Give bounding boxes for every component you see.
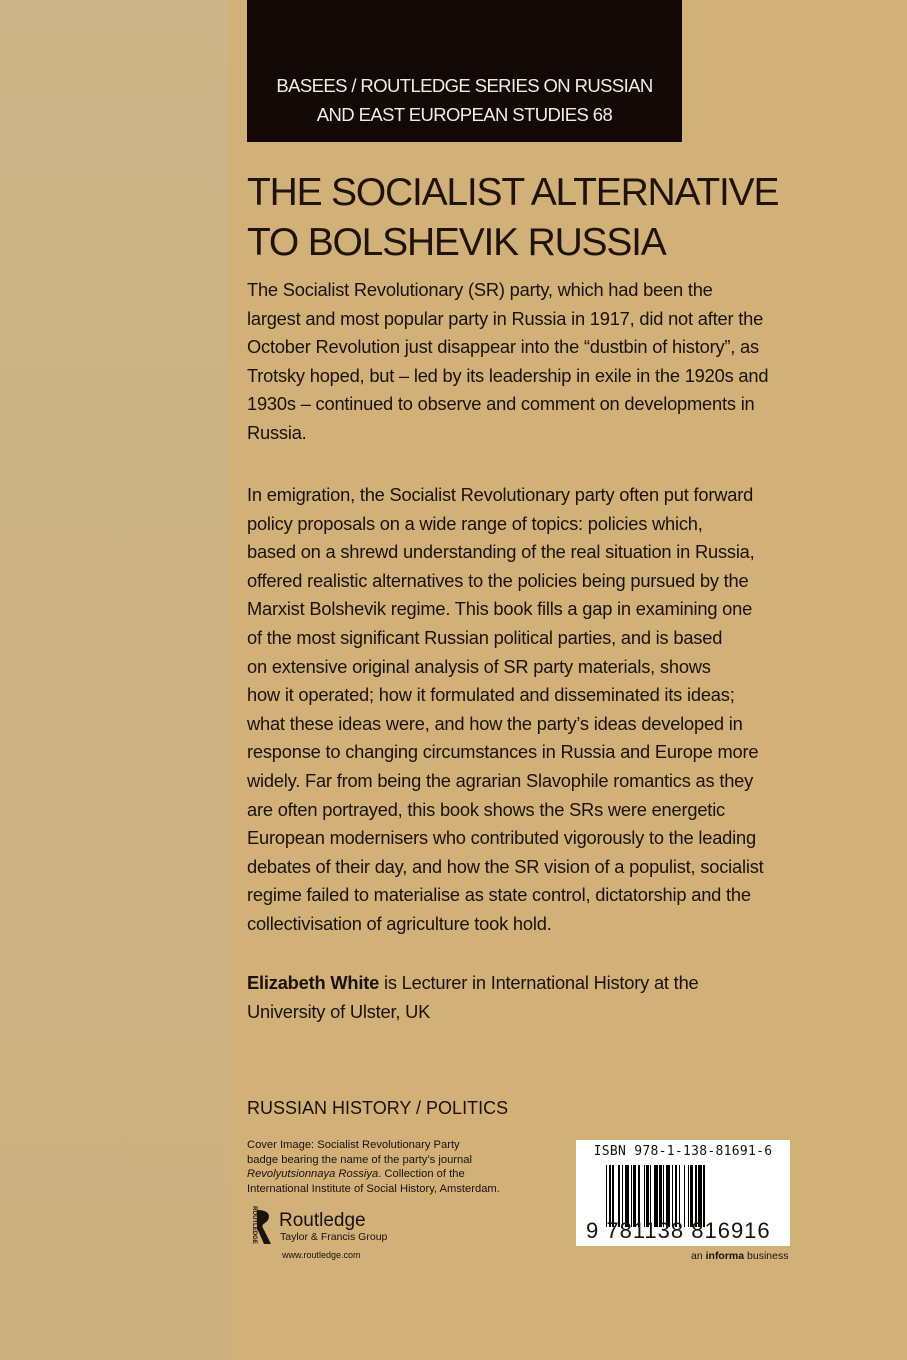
author-bio-text: is Lecturer in International History at the bbox=[379, 972, 699, 993]
blurb-line: Trotsky hoped, but – led by its leadership in exile in the 1920s and bbox=[247, 364, 769, 386]
publisher-url: www.routledge.com bbox=[282, 1250, 361, 1260]
routledge-logo bbox=[247, 1208, 387, 1246]
blurb-line: of the most significant Russian political parties, and is based bbox=[247, 626, 723, 648]
author-name: Elizabeth White bbox=[247, 972, 380, 993]
informa-tagline: an informa business bbox=[691, 1250, 789, 1262]
blurb-line: Russia. bbox=[247, 421, 307, 443]
publisher-name: Routledge bbox=[279, 1210, 366, 1231]
blurb-line: debates of their day, and how the SR vision of a populist, socialist bbox=[247, 855, 764, 877]
journal-name: Revolyutsionnaya Rossiya bbox=[247, 1168, 379, 1180]
series-line: AND EAST EUROPEAN STUDIES 68 bbox=[316, 104, 613, 125]
logo-vertical-text: ROUTLEDGE bbox=[250, 1206, 257, 1244]
book-title bbox=[247, 168, 778, 268]
isbn-text: ISBN 978-1-138-81691-6 bbox=[593, 1144, 773, 1159]
blurb-line: regime failed to materialise as state control, dictatorship and the bbox=[247, 884, 751, 906]
isbn-barcode bbox=[576, 1140, 790, 1246]
cover-credit bbox=[247, 1138, 500, 1196]
series-banner bbox=[247, 0, 682, 142]
blurb-line: policy proposals on a wide range of topics: policies which, bbox=[247, 512, 703, 534]
title-line: TO BOLSHEVIK RUSSIA bbox=[247, 221, 666, 264]
title-line: THE SOCIALIST ALTERNATIVE bbox=[247, 171, 779, 214]
series-line: BASEES / ROUTLEDGE SERIES ON RUSSIAN bbox=[276, 75, 653, 96]
credit-line: badge bearing the name of the party’s journal bbox=[247, 1153, 472, 1166]
credit-line: . Collection of the bbox=[378, 1168, 465, 1180]
credit-line: International Institute of Social History, Amsterdam. bbox=[247, 1182, 500, 1195]
subject-category: RUSSIAN HISTORY / POLITICS bbox=[247, 1098, 509, 1118]
blurb-line: European modernisers who contributed vigorously to the leading bbox=[247, 827, 756, 849]
blurb-line: are often portrayed, this book shows the SRs were energetic bbox=[247, 798, 725, 820]
blurb-line: how it operated; how it formulated and disseminated its ideas; bbox=[247, 684, 735, 706]
blurb-paragraph-2 bbox=[247, 481, 764, 939]
publisher-group: Taylor & Francis Group bbox=[280, 1231, 388, 1243]
blurb-line: 1930s – continued to observe and comment on developments in bbox=[247, 393, 755, 415]
blurb-line: based on a shrewd understanding of the real situation in Russia, bbox=[247, 541, 755, 563]
blurb-line: October Revolution just disappear into the “dustbin of history”, as bbox=[247, 336, 759, 358]
blurb-paragraph-1 bbox=[247, 276, 768, 448]
ean-digits: 9 781138 816916 bbox=[586, 1218, 771, 1243]
blurb-line: response to changing circumstances in Russia and Europe more bbox=[247, 741, 759, 763]
blurb-line: on extensive original analysis of SR party materials, shows bbox=[247, 655, 711, 677]
blurb-line: The Socialist Revolutionary (SR) party, which had been the bbox=[247, 279, 713, 300]
routledge-r-icon bbox=[247, 1208, 275, 1246]
blurb-line: collectivisation of agriculture took hold. bbox=[247, 912, 552, 934]
blurb-line: In emigration, the Socialist Revolutionary party often put forward bbox=[247, 484, 754, 505]
author-bio-text: University of Ulster, UK bbox=[247, 1000, 431, 1022]
credit-line: Cover Image: Socialist Revolutionary Party bbox=[247, 1139, 460, 1151]
author-bio bbox=[247, 969, 699, 1026]
blurb-line: largest and most popular party in Russia in 1917, did not after the bbox=[247, 307, 764, 329]
blurb-line: widely. Far from being the agrarian Slavophile romantics as they bbox=[247, 769, 754, 791]
blurb-line: offered realistic alternatives to the policies being pursued by the bbox=[247, 569, 749, 591]
blurb-line: Marxist Bolshevik regime. This book fills a gap in examining one bbox=[247, 598, 753, 620]
blurb-line: what these ideas were, and how the party’s ideas developed in bbox=[247, 712, 743, 734]
cover-image-strip bbox=[0, 0, 228, 1360]
